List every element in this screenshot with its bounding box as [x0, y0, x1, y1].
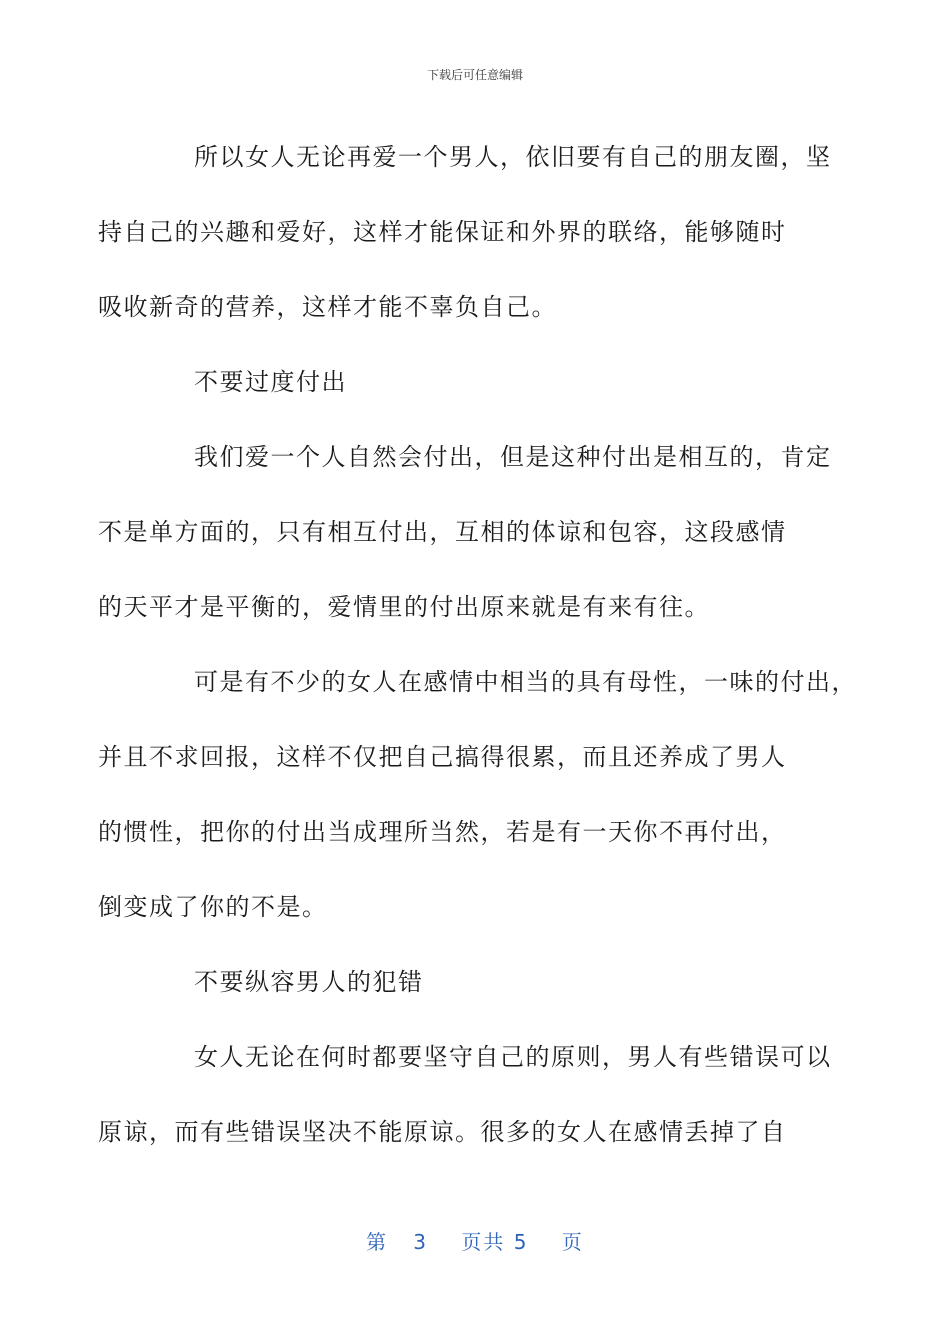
- text-line: 可是有不少的女人在感情中相当的具有母性，一味的付出，: [194, 668, 857, 696]
- paragraph-3: [98, 645, 857, 945]
- paragraph-4: [98, 1020, 832, 1170]
- page-header: 下载后可任意编辑: [426, 68, 523, 82]
- text-line: 倒变成了你的不是。: [98, 893, 328, 921]
- text-line: 不要纵容男人的犯错: [194, 968, 424, 996]
- text-line: 女人无论在何时都要坚守自己的原则，男人有些错误可以: [194, 1043, 832, 1071]
- text-line: 的惯性，把你的付出当成理所当然，若是有一天你不再付出，: [98, 818, 787, 846]
- text-line: 不要过度付出: [194, 368, 347, 396]
- text-line: 的天平才是平衡的，爱情里的付出原来就是有来有往。: [98, 593, 710, 621]
- footer-suffix: 页: [561, 1230, 584, 1254]
- page-footer: [0, 1226, 950, 1255]
- text-line: 不是单方面的，只有相互付出，互相的体谅和包容，这段感情: [98, 518, 787, 546]
- current-page-number: 3: [413, 1230, 428, 1254]
- section-heading: [146, 945, 806, 1020]
- text-line: 持自己的兴趣和爱好，这样才能保证和外界的联络，能够随时: [98, 218, 787, 246]
- text-line: 所以女人无论再爱一个男人，依旧要有自己的朋友圈，坚: [194, 143, 832, 171]
- text-line: 吸收新奇的营养，这样才能不辜负自己。: [98, 293, 557, 321]
- document-body: [98, 120, 857, 1170]
- section-heading: [146, 345, 806, 420]
- text-line: 原谅，而有些错误坚决不能原谅。很多的女人在感情丢掉了自: [98, 1118, 787, 1146]
- text-line: 并且不求回报，这样不仅把自己搞得很累，而且还养成了男人: [98, 743, 787, 771]
- paragraph-1: [98, 120, 832, 345]
- total-pages-number: 5: [513, 1230, 529, 1254]
- footer-middle: 页共: [461, 1230, 506, 1254]
- footer-prefix: 第: [366, 1230, 389, 1254]
- text-line: 我们爱一个人自然会付出，但是这种付出是相互的，肯定: [194, 443, 832, 471]
- paragraph-2: [98, 420, 832, 645]
